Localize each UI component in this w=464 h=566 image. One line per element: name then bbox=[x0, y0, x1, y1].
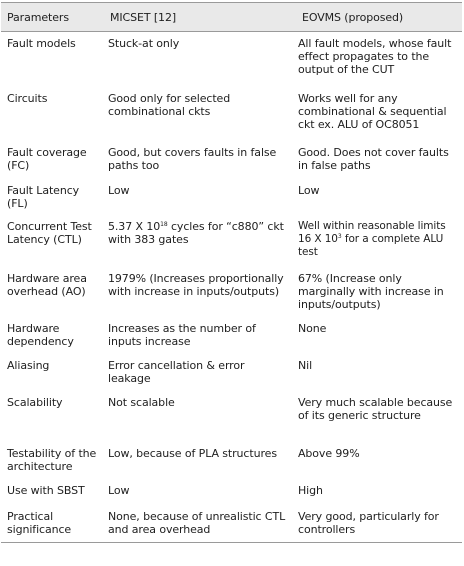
cell-micset: Increases as the number of inputs increase bbox=[108, 321, 256, 348]
table-row bbox=[1, 141, 462, 179]
cell-micset: None, because of unrealistic CTL and area overhead bbox=[102, 505, 292, 543]
cell-eovms: Works well for any combinational & sequential ckt ex. ALU of OC8051 bbox=[298, 91, 447, 131]
table-row bbox=[1, 391, 462, 442]
cell-parameter: Hardware area overhead (AO) bbox=[7, 271, 87, 298]
cell-parameter: Scalability bbox=[7, 395, 63, 409]
table-row bbox=[1, 354, 462, 391]
cell-eovms: All fault models, whose fault effect propagates to the output of the CUT bbox=[298, 37, 452, 76]
ctl-eovms-text-rest: for a complete ALU test bbox=[298, 232, 444, 258]
cell-parameter: Fault coverage (FC) bbox=[7, 145, 87, 172]
cell-micset bbox=[102, 215, 292, 267]
cell-eovms: Above 99% bbox=[298, 446, 360, 460]
ctl-eovms-text: Well within reasonable limits 16 X 10 bbox=[298, 219, 446, 245]
table-row bbox=[1, 179, 462, 215]
cell-parameter: Circuits bbox=[7, 91, 48, 105]
cell-parameter: Fault Latency (FL) bbox=[7, 183, 80, 210]
table-row bbox=[1, 317, 462, 354]
cell-micset: Good only for selected combinational ckts bbox=[108, 91, 231, 118]
ctl-micset-text-rest: cycles for “c880” ckt with 383 gates bbox=[108, 219, 284, 246]
table-row bbox=[1, 267, 462, 317]
table-row bbox=[1, 87, 462, 141]
cell-micset: Error cancellation & error leakage bbox=[108, 358, 245, 385]
cell-micset: Low, because of PLA structures bbox=[108, 446, 277, 460]
cell-eovms: Very good, particularly for controllers bbox=[292, 505, 462, 543]
cell-eovms bbox=[292, 215, 462, 267]
cell-parameter: Hardware dependency bbox=[7, 321, 74, 348]
cell-parameter: Fault models bbox=[7, 37, 76, 50]
cell-eovms: None bbox=[298, 321, 327, 335]
cell-eovms: Good. Does not cover faults in false paths bbox=[298, 145, 449, 172]
table-body bbox=[1, 32, 462, 543]
cell-eovms: Low bbox=[298, 183, 320, 197]
comparison-table bbox=[1, 2, 462, 543]
table-row bbox=[1, 505, 462, 543]
table-row bbox=[1, 32, 462, 87]
cell-parameter: Concurrent Test Latency (CTL) bbox=[7, 219, 92, 246]
header-parameters: Parameters bbox=[1, 3, 102, 32]
table-header bbox=[1, 3, 462, 32]
header-row bbox=[1, 3, 462, 32]
cell-parameter: Practical significance bbox=[1, 505, 102, 543]
cell-eovms: Nil bbox=[298, 358, 313, 372]
header-micset: MICSET [12] bbox=[102, 3, 292, 32]
cell-micset: Good, but covers faults in false paths too bbox=[108, 145, 277, 172]
table-row bbox=[1, 215, 462, 267]
cell-micset: 1979% (Increases proportionally with increase in inputs/outputs) bbox=[108, 271, 284, 298]
cell-micset: Not scalable bbox=[108, 395, 175, 409]
ctl-micset-exponent: 18 bbox=[160, 220, 168, 228]
header-eovms: EOVMS (proposed) bbox=[292, 3, 462, 32]
cell-micset: Low bbox=[108, 183, 130, 197]
cell-parameter: Aliasing bbox=[7, 358, 50, 372]
cell-parameter: Use with SBST bbox=[7, 483, 85, 497]
cell-eovms: High bbox=[298, 483, 323, 497]
cell-micset: Stuck-at only bbox=[108, 37, 180, 50]
table-row bbox=[1, 442, 462, 479]
cell-micset: Low bbox=[108, 483, 130, 497]
cell-parameter: Testability of the architecture bbox=[7, 446, 97, 473]
cell-eovms: 67% (Increase only marginally with increase in inputs/outputs) bbox=[298, 271, 444, 311]
ctl-eovms-exponent: 3 bbox=[337, 232, 342, 240]
table-row bbox=[1, 479, 462, 505]
ctl-micset-text: 5.37 X 10 bbox=[108, 219, 161, 233]
cell-eovms: Very much scalable because of its generic structure bbox=[298, 395, 453, 422]
